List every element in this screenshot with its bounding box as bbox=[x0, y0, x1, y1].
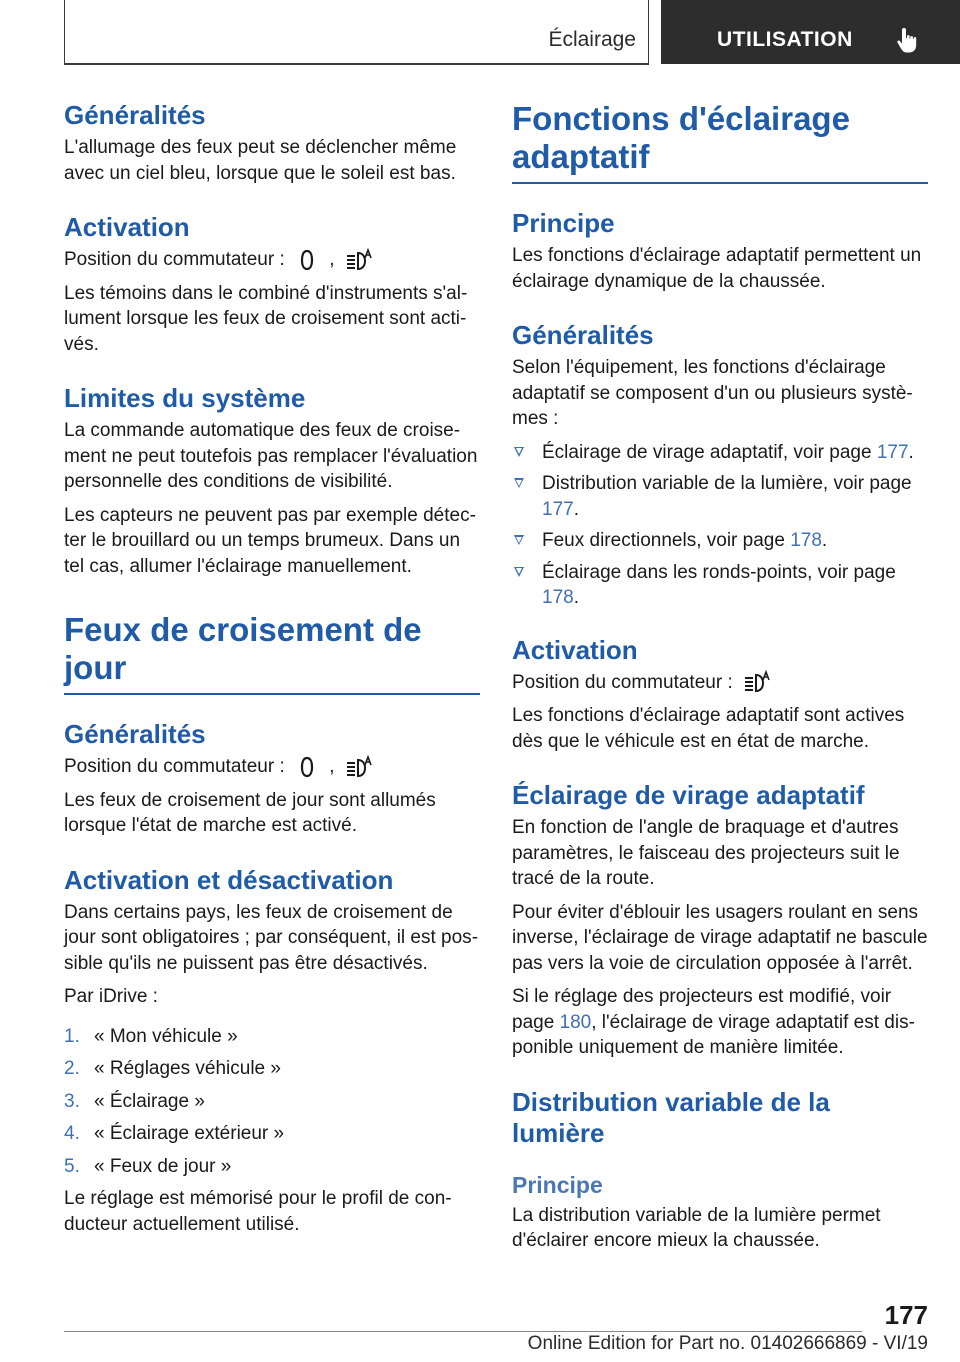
switch-position-label: Position du commutateur : bbox=[64, 249, 285, 270]
heading-generalites-2: Généralités bbox=[64, 719, 206, 749]
paragraph: Les feux de croisement de jour sont allumés lorsque l'état de marche est activé. bbox=[64, 789, 436, 836]
paragraph: Les fonctions d'éclairage adaptatif permettent un éclairage dynamique de la chaussée. bbox=[512, 245, 922, 292]
right-column bbox=[512, 100, 928, 1262]
idrive-steps-list bbox=[64, 1024, 480, 1180]
auto-headlight-icon bbox=[344, 248, 374, 272]
heading-distribution-variable: Distribution variable de la lumière bbox=[512, 1086, 830, 1148]
hand-pointer-icon bbox=[895, 26, 921, 54]
switch-position-line: Position du commutateur : , bbox=[64, 754, 480, 780]
page-link[interactable]: 177 bbox=[542, 498, 574, 520]
paragraph: Si le réglage des projecteurs est modifié, voir page 180, l'éclairage de virage adaptatif est disponible uniquement de manière limitée. bbox=[512, 986, 915, 1058]
header-mid-rule bbox=[648, 0, 649, 64]
list-item: Feux directionnels, voir page 178. bbox=[512, 528, 928, 554]
heading-activation: Activation bbox=[64, 212, 190, 242]
paragraph: En fonction de l'angle de braquage et d'autres paramètres, le faisceau des projecteurs suit le tracé de la route. bbox=[512, 817, 900, 889]
auto-headlight-icon bbox=[344, 755, 374, 779]
paragraph: Les fonctions d'éclairage adaptatif sont actives dès que le véhicule est en état de marche. bbox=[512, 705, 905, 752]
heading-activation-desactivation: Activation et désactivation bbox=[64, 864, 394, 895]
list-item: 2. « Réglages véhicule » bbox=[64, 1058, 281, 1079]
paragraph: Le réglage est mémorisé pour le profil de conducteur actuellement utilisé. bbox=[64, 1188, 452, 1235]
paragraph: Par iDrive : bbox=[64, 986, 158, 1007]
paragraph: Pour éviter d'éblouir les usagers roulant en sens inverse, l'éclairage de virage adaptatif ne bascule pas vers la voie de circulation opposée à l'arrêt. bbox=[512, 901, 928, 974]
header-section-title: Éclairage bbox=[548, 28, 636, 51]
heading-generalites-3: Généralités bbox=[512, 320, 654, 350]
footer-edition: Online Edition for Part no. 01402666869 - VI/19 bbox=[527, 1333, 928, 1354]
systems-bullet-list bbox=[512, 440, 928, 611]
list-item: 1. « Mon véhicule » bbox=[64, 1025, 238, 1047]
switch-position-line bbox=[512, 670, 928, 696]
list-item: 3. « Éclairage » bbox=[64, 1090, 205, 1112]
header-bottom-rule bbox=[64, 63, 649, 65]
left-column bbox=[64, 100, 480, 1245]
light-position-icon bbox=[294, 755, 320, 779]
heading-limites: Limites du système bbox=[64, 383, 306, 413]
heading-generalites: Généralités bbox=[64, 100, 206, 130]
chapter-heading-feux-jour: Feux de croisement de jour bbox=[64, 611, 422, 686]
footer-rule bbox=[64, 1331, 862, 1332]
paragraph: L'allumage des feux peut se déclencher même avec un ciel bleu, lorsque que le soleil est bas. bbox=[64, 137, 457, 184]
paragraph: Les témoins dans le combiné d'instruments s'allument lorsque les feux de croisement sont activés. bbox=[64, 282, 468, 355]
page-link[interactable]: 180 bbox=[559, 1011, 592, 1033]
paragraph: La commande automatique des feux de croisement ne peut toutefois pas remplacer l'évaluation personnelle des conditions de visibilité. bbox=[64, 420, 478, 492]
list-item: 4. « Éclairage extérieur » bbox=[64, 1123, 285, 1144]
page-link[interactable]: 177 bbox=[876, 441, 909, 463]
paragraph: Les capteurs ne peuvent pas par exemple détecter le brouillard ou un temps brumeux. Dans un tel cas, allumer l'éclairage manuellement. bbox=[64, 504, 476, 577]
list-item: Éclairage dans les ronds-points, voir page 178. bbox=[512, 560, 928, 611]
page-link[interactable]: 178 bbox=[542, 587, 574, 608]
heading-principe: Principe bbox=[512, 208, 615, 238]
chapter-heading-eclairage-adaptatif: Fonctions d'éclairage adaptatif bbox=[512, 100, 850, 175]
header-chapter-tab[interactable] bbox=[661, 0, 960, 64]
paragraph: Dans certains pays, les feux de croisement de jour sont obligatoires ; par conséquent, il est possible qu'ils ne puissent pas être désactivés. bbox=[64, 901, 479, 974]
header-chapter-label: UTILISATION bbox=[717, 28, 853, 51]
switch-position-label: Position du commutateur : bbox=[64, 756, 285, 777]
list-item: Éclairage de virage adaptatif, voir page 177. bbox=[512, 440, 928, 466]
heading-activation-2: Activation bbox=[512, 634, 638, 665]
page-number: 177 bbox=[884, 1300, 928, 1330]
light-position-icon bbox=[294, 248, 320, 272]
list-item: 5. « Feux de jour » bbox=[64, 1155, 232, 1177]
heading-eclairage-virage: Éclairage de virage adaptatif bbox=[512, 780, 865, 810]
page-link[interactable]: 178 bbox=[790, 530, 822, 551]
switch-position-line: Position du commutateur : , bbox=[64, 247, 480, 273]
paragraph: Selon l'équipement, les fonctions d'éclairage adaptatif se composent d'un ou plusieurs systèmes : bbox=[512, 357, 913, 429]
auto-headlight-icon bbox=[742, 670, 772, 694]
switch-position-label: Position du commutateur : bbox=[512, 671, 733, 693]
subheading-principe: Principe bbox=[512, 1171, 603, 1198]
list-item: Distribution variable de la lumière, voir page 177. bbox=[512, 471, 928, 522]
paragraph: La distribution variable de la lumière permet d'éclairer encore mieux la chaussée. bbox=[512, 1204, 881, 1251]
